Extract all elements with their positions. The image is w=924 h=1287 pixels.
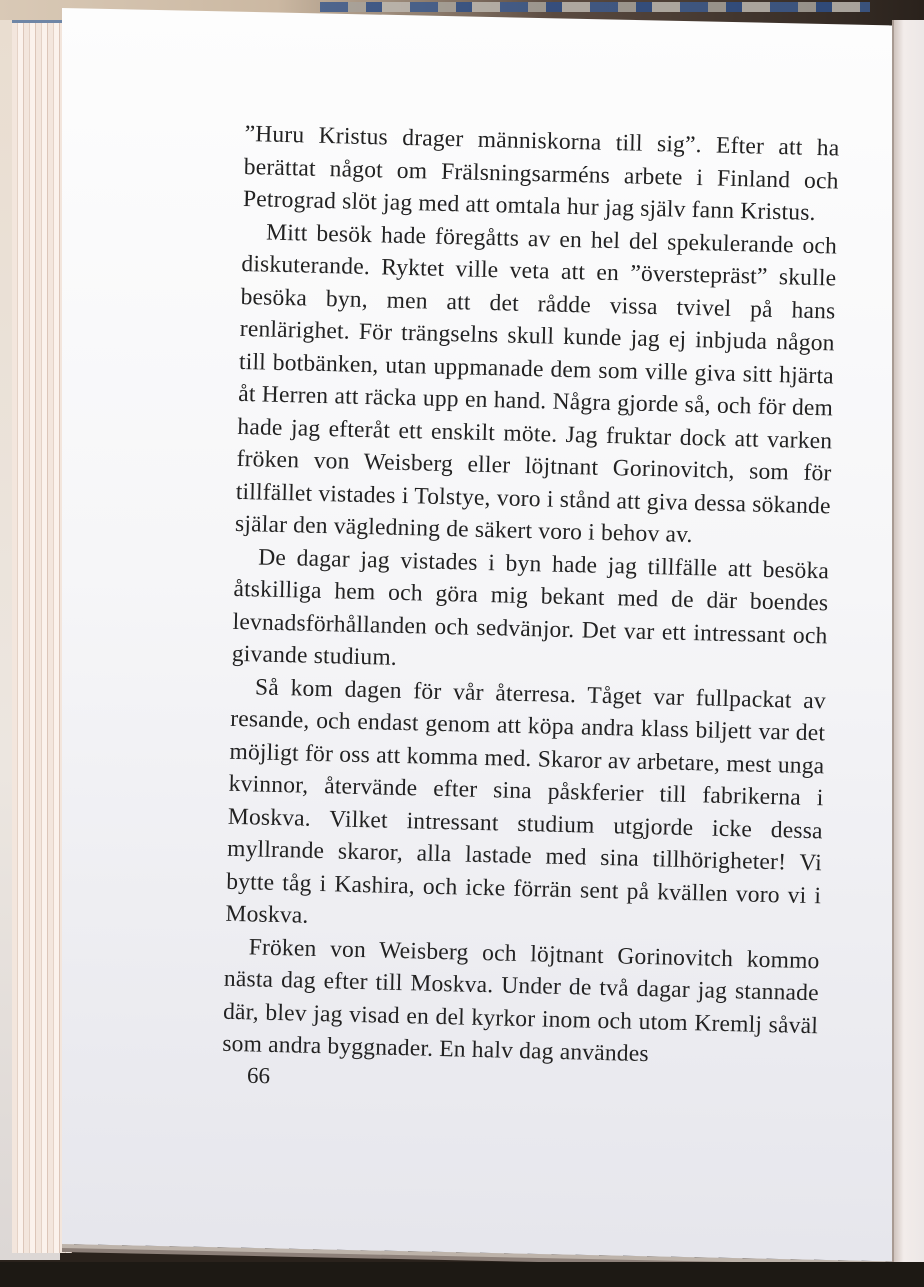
paragraph: Så kom dagen för vår återresa. Tåget var fullpackat av resande, och endast genom att köpa andra klass biljett var det möjligt för oss att komma med. Skaror av arbetare, mest unga kvinnor, återvände efter sina påskferier till fabrikerna i Moskva. Vilket intressant studium utgjorde icke dessa myllrande skaror, alla lastade med sina tillhörigheter! Vi bytte tåg i Kashira, och icke förrän sent på kvällen voro vi i Moskva. — [225, 673, 827, 929]
paragraph: Fröken von Weisberg och löjtnant Gorinovitch kommo nästa dag efter till Moskva. Under de två dagar jag stannade där, blev jag visad en del kyrkor inom och utom Kremlj såväl som andra byggnader. En halv dag användes — [222, 933, 820, 1068]
paragraph: ”Huru Kristus drager människorna till sig”. Efter att ha berättat något om Frälsningsarméns arbete i Finland och Petrograd slöt jag med att omtala hur jag själv fann Kristus. — [242, 120, 840, 226]
page-body-text — [222, 118, 840, 1075]
paragraph: Mitt besök hade föregåtts av en hel del spekulerande och diskuterande. Ryktet ville veta att en ”överstepräst” skulle besöka byn, men att det rådde vissa tvivel på hans renlärighet. För trängselns skull kunde jag ej inbjuda någon till botbänken, utan uppmanade dem som ville giva sitt hjärta åt Herren att räcka upp en hand. Några gjorde så, och för dem hade jag efteråt ett enskilt möte. Jag fruktar dock att varken fröken von Weisberg eller löjtnant Gorinovitch, som för tillfället vistades i Tolstye, voro i stånd att giva dessa sökande själar den vägledning de säkert voro i behov av. — [234, 219, 838, 549]
book-spine-edge — [320, 2, 870, 12]
paragraph: De dagar jag vistades i byn hade jag tillfälle att besöka åtskilliga hem och göra mig bekant med de där boendes levnadsförhållanden och sedvänjor. Det var ett intressant och givande studium. — [231, 543, 830, 671]
background-bottom — [0, 1262, 924, 1287]
facing-page-edge — [892, 20, 924, 1265]
page-number: 66 — [246, 1062, 271, 1089]
